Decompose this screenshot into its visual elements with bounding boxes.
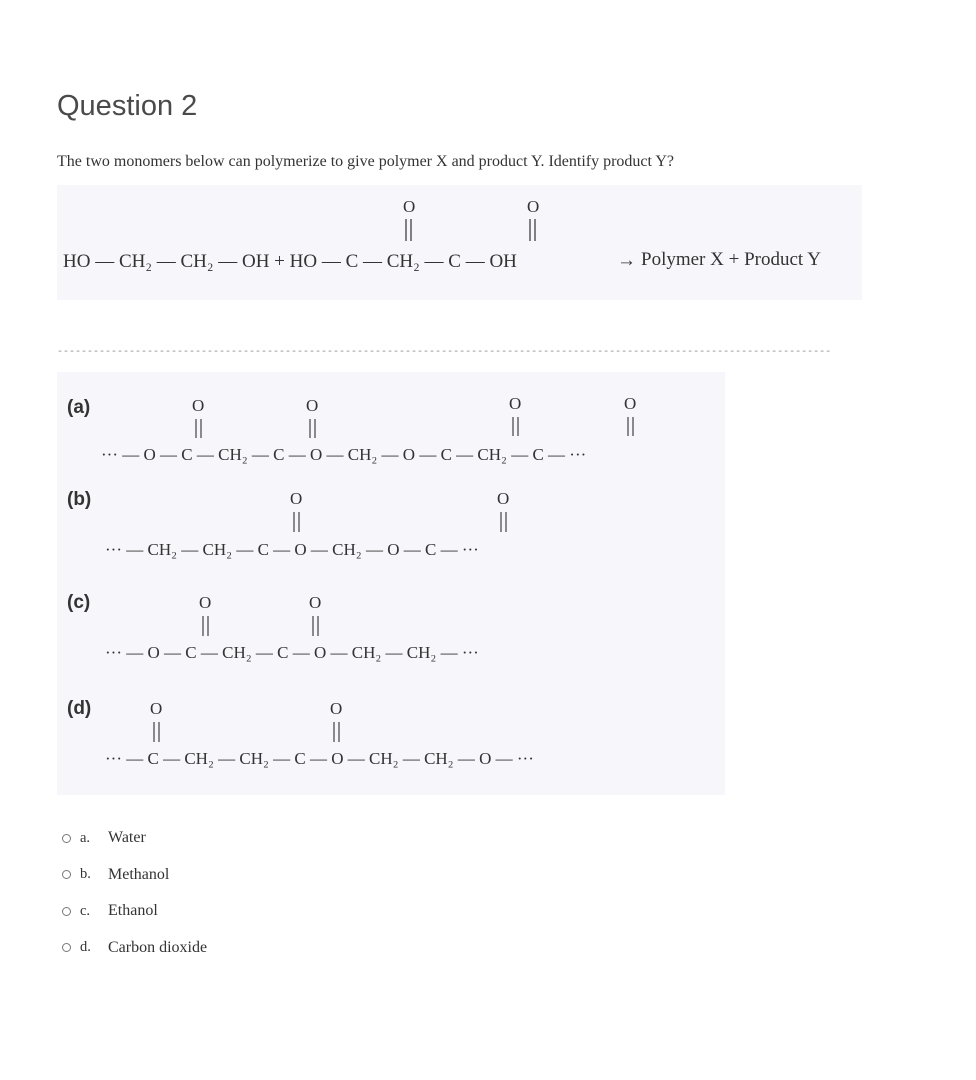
option-c[interactable]	[62, 893, 207, 930]
option-b-text: Methanol	[108, 865, 170, 883]
structure-d-chain: ··· — C — CH₂ — CH₂ — C — O — CH₂ — CH₂ — O — ···	[105, 749, 534, 768]
structure-d-o-1: O	[150, 699, 163, 718]
option-a-text: Water	[108, 829, 146, 847]
structure-b-o-2: O	[497, 489, 510, 508]
dashed-separator: ---------------------------------------------------------------------------------------------------------------------------------	[57, 347, 832, 358]
option-b[interactable]	[62, 857, 207, 894]
option-c-text: Ethanol	[108, 902, 158, 920]
structure-d-o-2: O	[330, 699, 343, 718]
option-d-letter: d.	[80, 939, 91, 956]
structure-a-o-1: O	[192, 396, 205, 415]
structure-d-label: (d)	[67, 698, 92, 719]
reaction-carbonyl-o-2: O	[527, 197, 540, 216]
question-title: Question 2	[57, 90, 198, 122]
structure-c-o-2: O	[309, 593, 322, 612]
radio-b[interactable]	[62, 870, 71, 879]
polymer-structures-image	[57, 372, 725, 795]
option-a[interactable]	[62, 820, 207, 857]
reaction-equation-image	[57, 185, 862, 300]
structure-c-label: (c)	[67, 592, 91, 613]
structure-c-o-1: O	[199, 593, 212, 612]
structure-b-o-1: O	[290, 489, 303, 508]
option-a-letter: a.	[80, 829, 91, 846]
structure-a-o-2: O	[306, 396, 319, 415]
option-c-letter: c.	[80, 902, 91, 919]
structure-b-chain: ··· — CH₂ — CH₂ — C — O — CH₂ — O — C — ···	[105, 540, 479, 559]
structure-a-label: (a)	[67, 397, 91, 418]
option-d-text: Carbon dioxide	[108, 938, 208, 956]
reaction-arrow: →	[617, 250, 636, 271]
answer-options	[62, 820, 207, 966]
radio-c[interactable]	[62, 907, 71, 916]
structure-a-chain: ··· — O — C — CH₂ — C — O — CH₂ — O — C — CH₂ — C — ···	[101, 445, 587, 464]
question-prompt: The two monomers below can polymerize to give polymer X and product Y. Identify product Y?	[57, 153, 675, 170]
reaction-carbonyl-o-1: O	[403, 197, 416, 216]
reaction-products: Polymer X + Product Y	[641, 249, 821, 270]
structure-a-o-4: O	[624, 394, 637, 413]
radio-a[interactable]	[62, 834, 71, 843]
option-b-letter: b.	[80, 866, 91, 883]
structure-b-label: (b)	[67, 489, 92, 510]
radio-d[interactable]	[62, 943, 71, 952]
option-d[interactable]	[62, 930, 207, 967]
reaction-reactants: HO — CH₂ — CH₂ — OH + HO — C — CH₂ — C — OH	[63, 251, 517, 272]
structure-c-chain: ··· — O — C — CH₂ — C — O — CH₂ — CH₂ — ···	[105, 643, 479, 662]
structure-a-o-3: O	[509, 394, 522, 413]
